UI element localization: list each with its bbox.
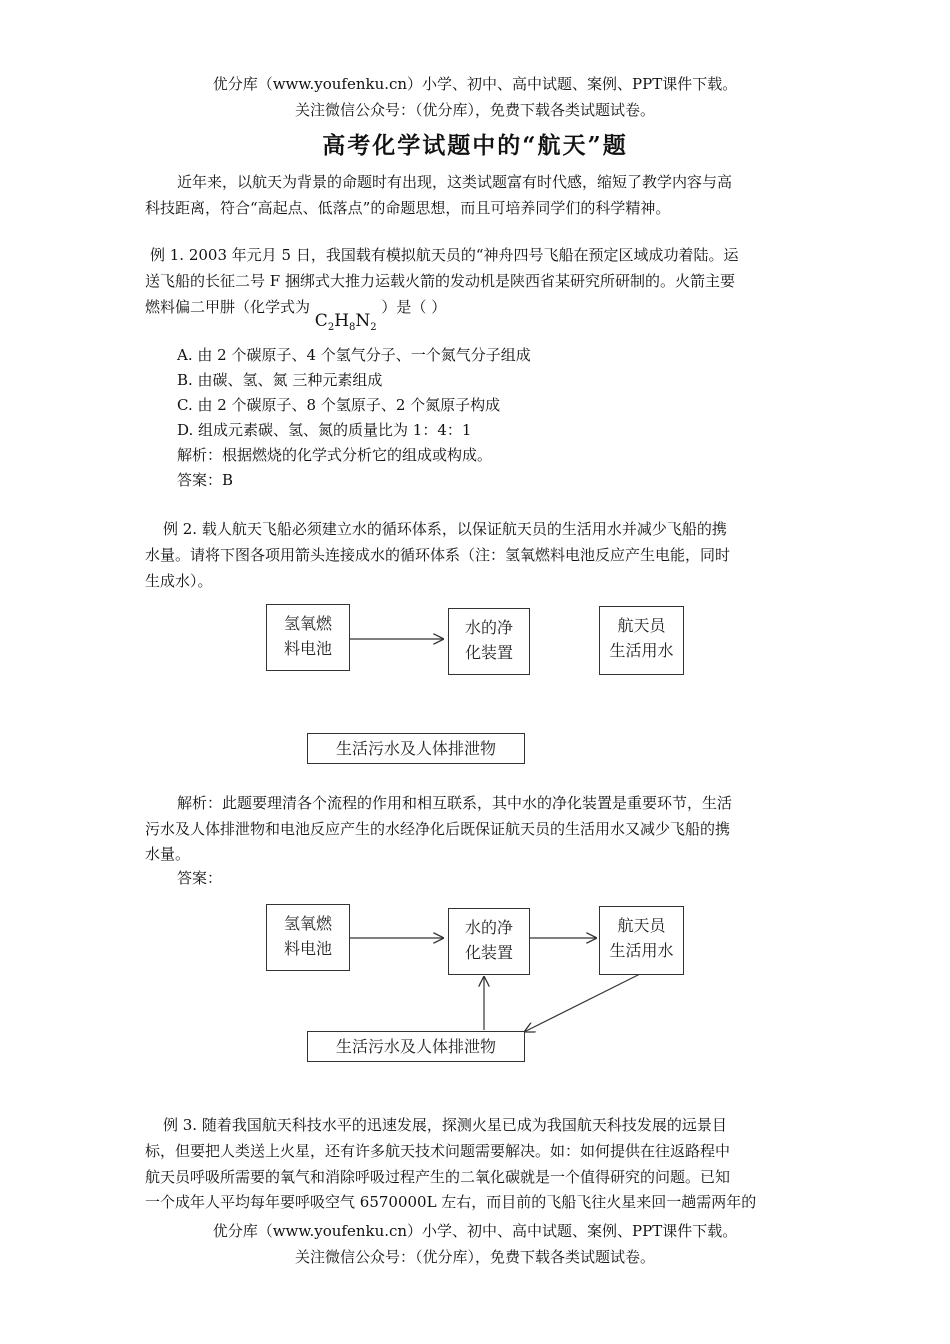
ex2-analysis-line-2: 污水及人体排泄物和电池反应产生的水经净化后既保证航天员的生活用水又减少飞船的携 bbox=[145, 820, 731, 838]
formula-c-sub: 2 bbox=[327, 322, 335, 333]
q-astronaut-line-2: 生活用水 bbox=[609, 641, 674, 660]
a-purifier-line-2: 化装置 bbox=[464, 943, 513, 962]
a-astronaut-line-1: 航天员 bbox=[617, 916, 666, 935]
a-astronaut-line-2: 生活用水 bbox=[609, 941, 674, 960]
ex3-line-2: 标，但要把人类送上火星，还有许多航天技术问题需要解决。如：如何提供在往返路程中 bbox=[145, 1142, 731, 1160]
ex3-line-4: 一个成年人平均每年要呼吸空气 6570000L 左右，而目前的飞船飞往火星来回一趟需两年的 bbox=[145, 1193, 757, 1211]
q-fuel-cell-line-1: 氢氧燃 bbox=[283, 614, 332, 633]
a-fuel-cell-line-2: 料电池 bbox=[283, 939, 332, 958]
ex1-line-2: 送飞船的长征二号 F 捆绑式大推力运载火箭的发动机是陕西省某研究所研制的。火箭主要 bbox=[145, 272, 735, 290]
q-purifier-line-1: 水的净 bbox=[464, 618, 513, 637]
ex2-analysis-line-3: 水量。 bbox=[145, 845, 191, 863]
header-line-2: 关注微信公众号：（优分库），免费下载各类试题试卷。 bbox=[294, 101, 655, 119]
q-fuel-cell-line-2: 料电池 bbox=[283, 639, 332, 658]
intro-line-1: 近年来，以航天为背景的命题时有出现，这类试题富有时代感，缩短了教学内容与高 bbox=[177, 173, 733, 191]
ex2-line-1: 例 2. 载人航天飞船必须建立水的循环体系，以保证航天员的生活用水并减少飞船的携 bbox=[163, 520, 727, 538]
ex1-option-a: A. 由 2 个碳原子、4 个氢气分子、一个氮气分子组成 bbox=[177, 346, 531, 364]
ex2-line-3: 生成水）。 bbox=[145, 572, 213, 590]
q-box-waste: 生活污水及人体排泄物 bbox=[307, 733, 525, 764]
a-box-astronaut bbox=[599, 906, 684, 975]
ex2-answer: 答案： bbox=[177, 869, 223, 887]
ex2-analysis-line-1: 解析：此题要理清各个流程的作用和相互联系，其中水的净化装置是重要环节，生活 bbox=[177, 794, 733, 812]
a-box-waste: 生活污水及人体排泄物 bbox=[307, 1031, 525, 1062]
ex1-line-3-before: 燃料偏二甲肼（化学式为 bbox=[145, 298, 311, 316]
q-box-astronaut bbox=[599, 606, 684, 675]
header-line-1: 优分库（www.youfenku.cn）小学、初中、高中试题、案例、PPT课件下载。 bbox=[212, 75, 738, 93]
footer-line-1: 优分库（www.youfenku.cn）小学、初中、高中试题、案例、PPT课件下载。 bbox=[212, 1222, 738, 1240]
q-astronaut-line-1: 航天员 bbox=[617, 616, 666, 635]
formula-n: N bbox=[355, 311, 371, 331]
ex1-answer: 答案：B bbox=[177, 471, 234, 489]
ex1-option-d: D. 组成元素碳、氢、氮的质量比为 1：4：1 bbox=[177, 421, 472, 439]
formula-c: C bbox=[314, 311, 328, 331]
ex2-line-2: 水量。请将下图各项用箭头连接成水的循环体系（注：氢氧燃料电池反应产生电能，同时 bbox=[145, 546, 731, 564]
formula-n-sub: 2 bbox=[370, 322, 377, 333]
ex1-line-1: 例 1. 2003 年元月 5 日，我国载有模拟航天员的“神舟四号飞船在预定区域成功着陆。运 bbox=[150, 246, 739, 264]
ex1-analysis: 解析：根据燃烧的化学式分析它的组成或构成。 bbox=[177, 446, 493, 464]
formula-h: H bbox=[334, 311, 350, 331]
footer-line-2: 关注微信公众号：（优分库），免费下载各类试题试卷。 bbox=[294, 1248, 655, 1266]
q-box-purifier bbox=[448, 608, 530, 675]
formula-h-sub: 8 bbox=[349, 322, 356, 333]
q-box-fuel-cell bbox=[266, 604, 350, 671]
a-box-fuel-cell bbox=[266, 904, 350, 971]
ex1-option-b: B. 由碳、氢、氮 三种元素组成 bbox=[177, 371, 383, 389]
a-purifier-line-1: 水的净 bbox=[464, 918, 513, 937]
q-purifier-line-2: 化装置 bbox=[464, 643, 513, 662]
a-arrow-astronaut-to-waste bbox=[524, 974, 640, 1032]
a-box-purifier bbox=[448, 908, 530, 975]
page-title: 高考化学试题中的“航天”题 bbox=[322, 132, 628, 159]
ex1-option-c: C. 由 2 个碳原子、8 个氢原子、2 个氮原子构成 bbox=[177, 396, 501, 414]
a-fuel-cell-line-1: 氢氧燃 bbox=[283, 914, 332, 933]
ex1-line-3-after: ）是（ ） bbox=[381, 298, 447, 316]
ex3-line-1: 例 3. 随着我国航天科技水平的迅速发展，探测火星已成为我国航天科技发展的远景目 bbox=[163, 1116, 727, 1134]
ex3-line-3: 航天员呼吸所需要的氧气和消除呼吸过程产生的二氧化碳就是一个值得研究的问题。已知 bbox=[145, 1168, 731, 1186]
intro-line-2: 科技距离，符合“高起点、低落点”的命题思想，而且可培养同学们的科学精神。 bbox=[145, 199, 671, 217]
